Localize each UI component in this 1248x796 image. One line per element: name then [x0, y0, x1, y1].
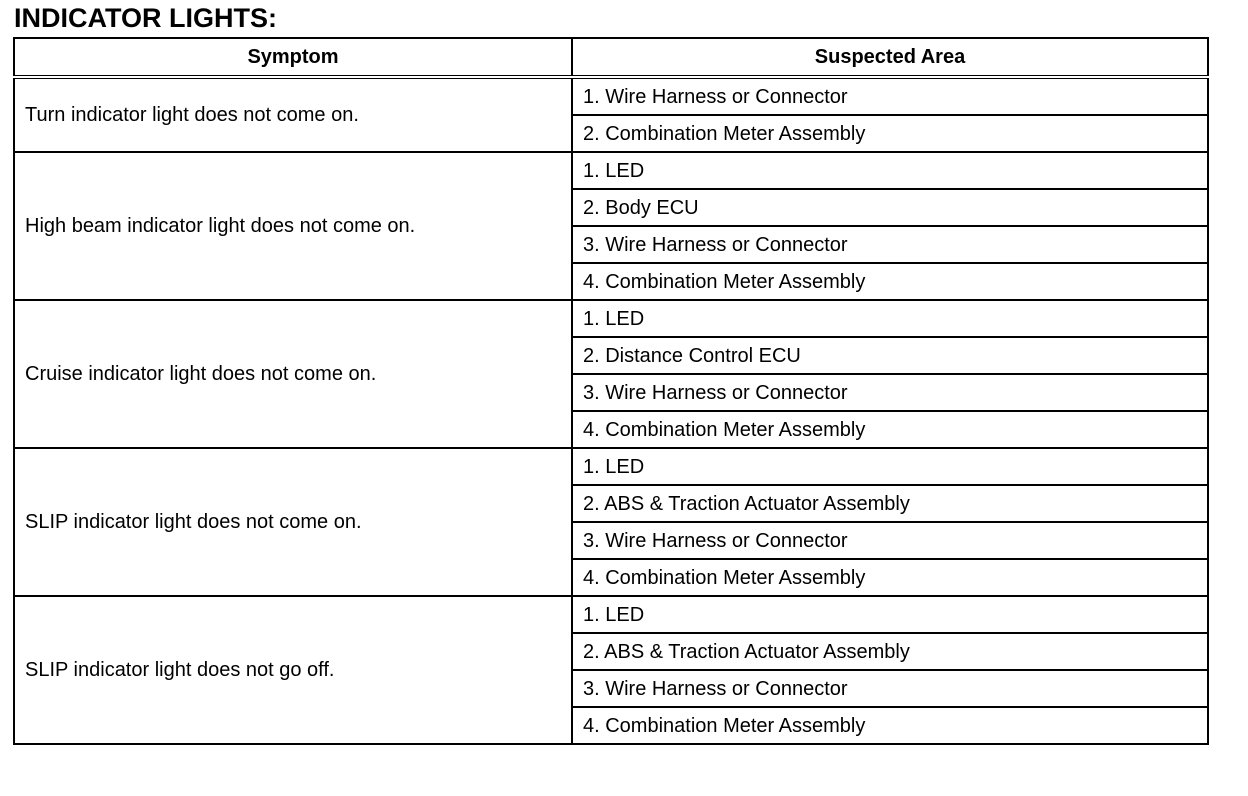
- column-header-suspected-area: Suspected Area: [572, 38, 1208, 77]
- suspected-area-cell: 2. ABS & Traction Actuator Assembly: [572, 485, 1208, 522]
- table-row: [14, 152, 1208, 189]
- suspected-area-cell: 1. LED: [572, 448, 1208, 485]
- table-row: [14, 448, 1208, 485]
- page-title: INDICATOR LIGHTS:: [14, 3, 277, 33]
- table-header-row: [14, 38, 1208, 77]
- suspected-area-cell: 4. Combination Meter Assembly: [572, 263, 1208, 300]
- table-row: [14, 77, 1208, 115]
- symptom-cell: High beam indicator light does not come on.: [14, 152, 572, 300]
- table-row: [14, 300, 1208, 337]
- symptom-cell: SLIP indicator light does not come on.: [14, 448, 572, 596]
- suspected-area-cell: 2. Body ECU: [572, 189, 1208, 226]
- suspected-area-cell: 3. Wire Harness or Connector: [572, 374, 1208, 411]
- suspected-area-cell: 1. LED: [572, 596, 1208, 633]
- table-body: [14, 77, 1208, 744]
- suspected-area-cell: 2. ABS & Traction Actuator Assembly: [572, 633, 1208, 670]
- suspected-area-cell: 1. LED: [572, 300, 1208, 337]
- suspected-area-cell: 4. Combination Meter Assembly: [572, 411, 1208, 448]
- symptom-cell: Turn indicator light does not come on.: [14, 77, 572, 152]
- suspected-area-cell: 2. Combination Meter Assembly: [572, 115, 1208, 152]
- suspected-area-cell: 4. Combination Meter Assembly: [572, 559, 1208, 596]
- suspected-area-cell: 4. Combination Meter Assembly: [572, 707, 1208, 744]
- suspected-area-cell: 3. Wire Harness or Connector: [572, 670, 1208, 707]
- symptom-cell: Cruise indicator light does not come on.: [14, 300, 572, 448]
- troubleshooting-table: [13, 37, 1209, 745]
- suspected-area-cell: 3. Wire Harness or Connector: [572, 522, 1208, 559]
- symptom-cell: SLIP indicator light does not go off.: [14, 596, 572, 744]
- suspected-area-cell: 3. Wire Harness or Connector: [572, 226, 1208, 263]
- suspected-area-cell: 1. LED: [572, 152, 1208, 189]
- suspected-area-cell: 2. Distance Control ECU: [572, 337, 1208, 374]
- table-row: [14, 596, 1208, 633]
- suspected-area-cell: 1. Wire Harness or Connector: [572, 77, 1208, 115]
- column-header-symptom: Symptom: [14, 38, 572, 77]
